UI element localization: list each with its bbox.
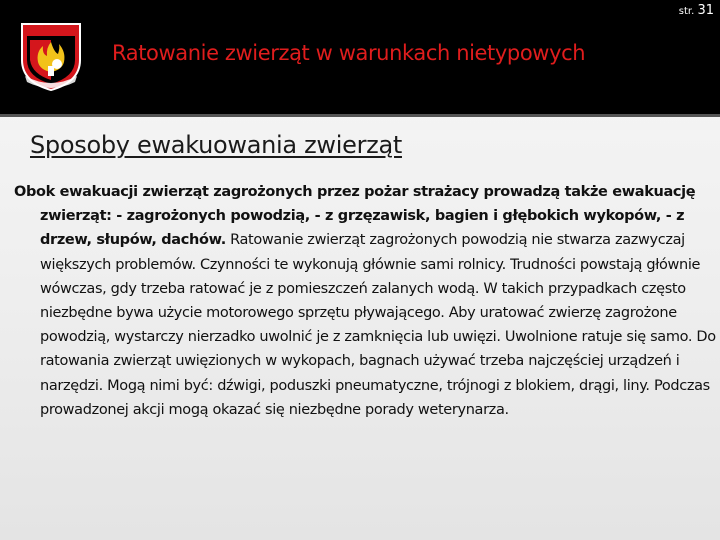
page-number [679,4,714,19]
section-heading: Sposoby ewakuowania zwierząt [30,131,402,159]
page-number-value: 31 [697,3,714,18]
body-text-emphasis: Obok ewakuacji zwierząt zagrożonych przez pożar strażacy prowadzą także ewakuację zwierząt: - zagrożonych powodzią, - z grzęzawisk, bagien i głębokich wykopów, - z drzew, słupów, dachów. [14,184,696,249]
slide-title: Ratowanie zwierząt w warunkach nietypowych [112,41,586,65]
body-paragraph [14,180,720,422]
body-text-regular: Ratowanie zwierząt zagrożonych powodzią nie stwarza zazwyczaj większych problemów. Czynności te wykonują głównie sami rolnicy. Trudności powstają głównie wówczas, gdy trzeba ratować je z pomieszczeń zalanych wodą. W takich przypadkach często niezbędne bywa użycie motorowego sprzętu pływającego. Aby uratować zwierzę zagrożone powodzią, wystarczy nierzadko uwolnić je z zamknięcia lub uwięzi. Uwolnione ratuje się samo. Do ratowania zwierząt uwięzionych w wykopach, bagnach używać trzeba najczęściej urządzeń i narzędzi. Mogą nimi być: dźwigi, poduszki pneumatyczne, trójnogi z blokiem, drągi, liny. Podczas prowadzonej akcji mogą okazać się niezbędne porady weterynarza. [40,232,716,418]
page-number-prefix: str. [678,6,695,17]
header-divider [0,114,720,117]
fire-brigade-emblem-icon [18,20,84,92]
